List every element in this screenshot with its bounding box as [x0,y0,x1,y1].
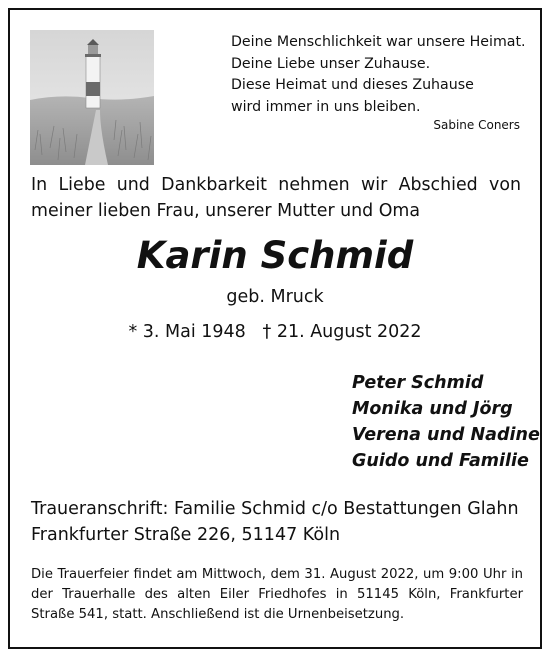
family-member: Verena und Nadine [352,425,540,445]
mourning-address [31,496,519,548]
poem-line: wird immer in uns bleiben. [231,98,421,115]
funeral-service-text: Die Trauerfeier findet am Mittwoch, dem 31. August 2022, um 9:00 Uhr in der Trauerhalle des alten Eiler Friedhofes in 51145 Köln, Frankfurter Straße 541, statt. Anschließend ist die Urnenbeisetzung. [31,567,523,622]
address-line: Frankfurter Straße 226, 51147 Köln [31,525,341,545]
family-member: Monika und Jörg [352,399,513,419]
death-date: † 21. August 2022 [262,322,422,342]
lighthouse-photo [30,30,154,165]
family-list [352,370,540,474]
address-line: Traueranschrift: Familie Schmid c/o Bestattungen Glahn [31,499,519,519]
poem-author: Sabine Coners [433,118,520,132]
family-member: Peter Schmid [352,373,484,393]
deceased-name: Karin Schmid [136,234,414,277]
poem-line: Deine Menschlichkeit war unsere Heimat. [231,34,526,50]
poem [231,32,531,118]
poem-line: Diese Heimat und dieses Zuhause [231,77,474,93]
birth-name: geb. Mruck [226,287,324,307]
intro-text: In Liebe und Dankbarkeit nehmen wir Abschied von meiner lieben Frau, unserer Mutter und Oma [31,175,521,221]
family-member: Guido und Familie [352,451,529,471]
poem-line: Deine Liebe unser Zuhause. [231,55,431,72]
birth-date: * 3. Mai 1948 [128,322,246,342]
life-dates [0,322,550,342]
